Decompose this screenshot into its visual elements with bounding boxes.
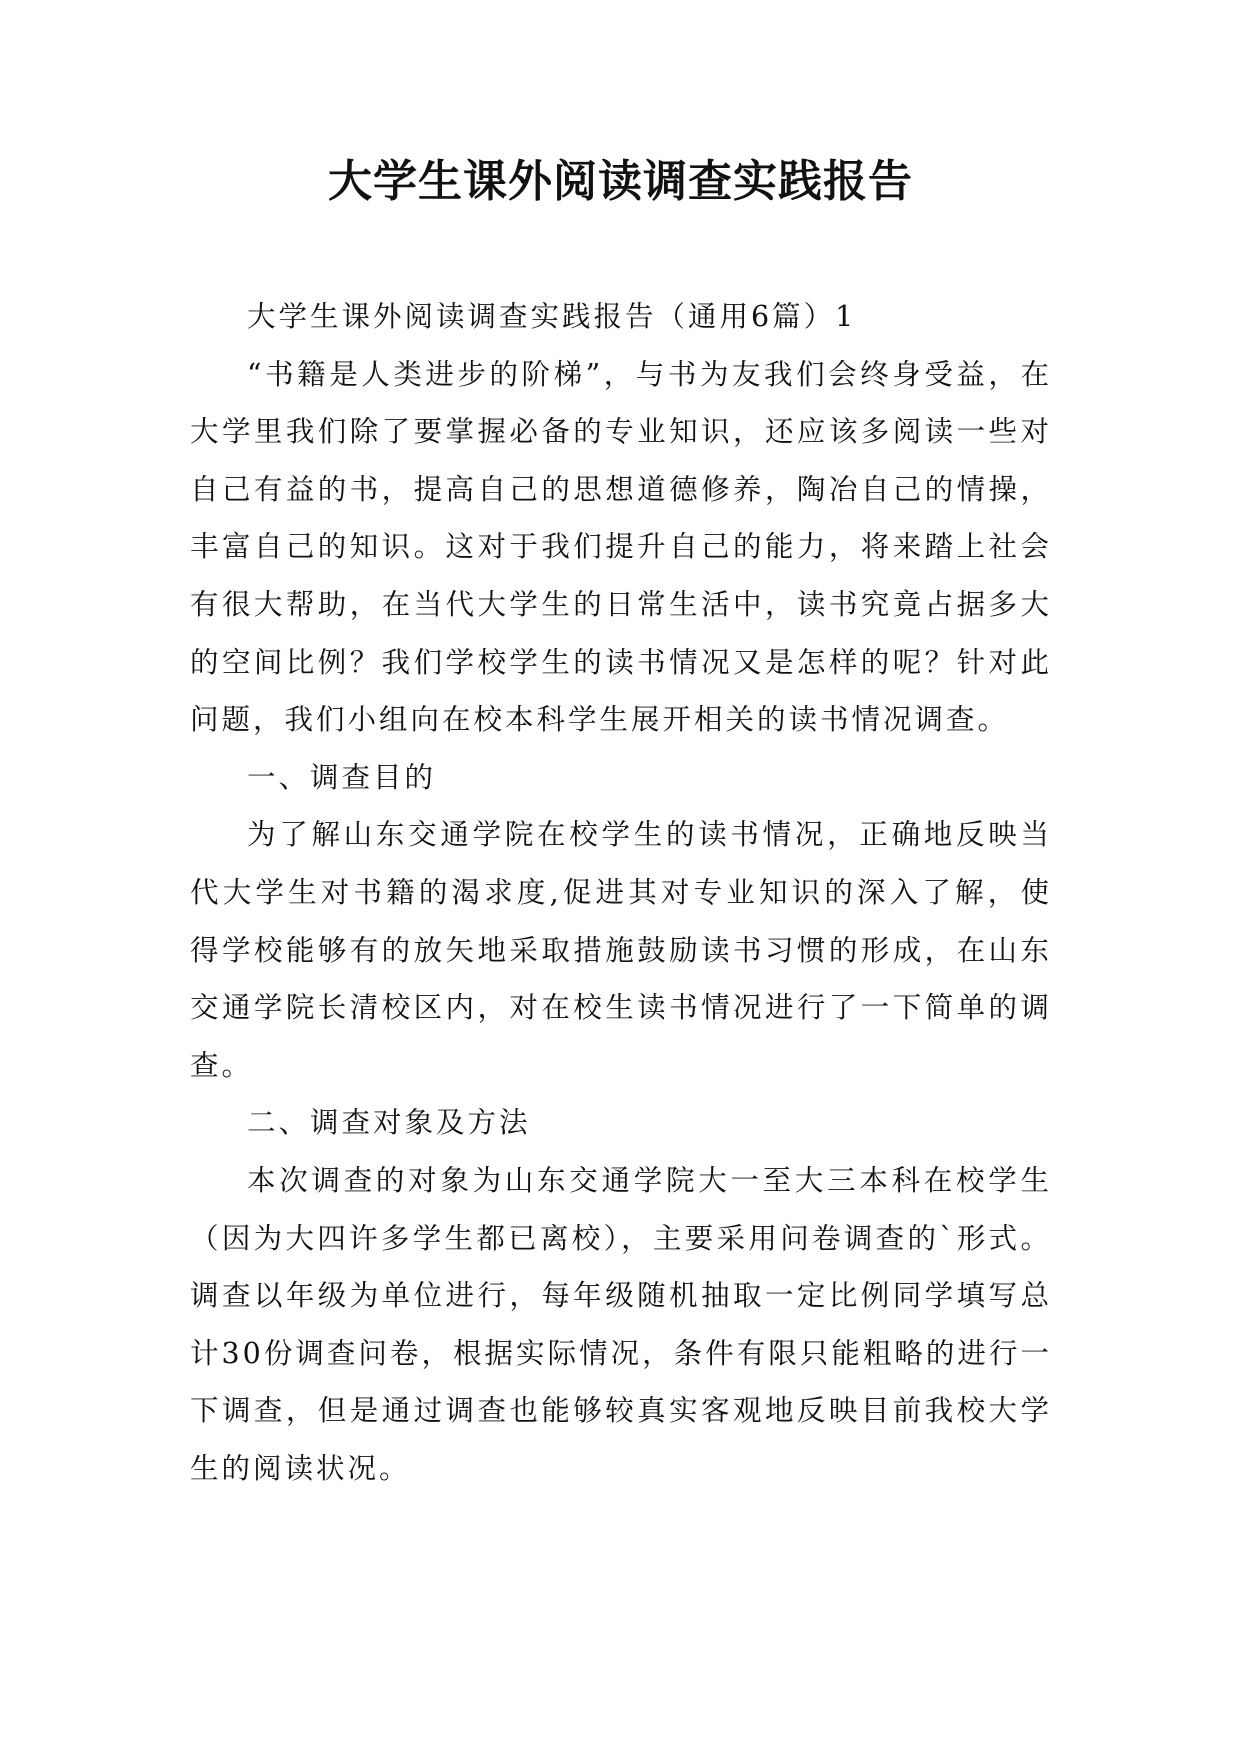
paragraph-intro: “书籍是人类进步的阶梯”，与书为友我们会终身受益，在大学里我们除了要掌握必备的专业知识，还应该多阅读一些对自己有益的书，提高自己的思想道德修养，陶冶自己的情操，丰富自己的知识。这对于我们提升自己的能力，将来踏上社会有很大帮助，在当代大学生的日常生活中，读书究竟占据多大的空间比例？我们学校学生的读书情况又是怎样的呢？针对此问题，我们小组向在校本科学生展开相关的读书情况调查。 bbox=[190, 357, 1052, 737]
paragraph-purpose: 为了解山东交通学院在校学生的读书情况，正确地反映当代大学生对书籍的渴求度,促进其对专业知识的深入了解，使得学校能够有的放矢地采取措施鼓励读书习惯的形成，在山东交通学院长清校区内，对在校生读书情况进行了一下简单的调查。 bbox=[190, 818, 1052, 1082]
document-title: 大学生课外阅读调查实践报告 bbox=[328, 156, 913, 207]
paragraph-subtitle: 大学生课外阅读调查实践报告（通用6篇）1 bbox=[247, 300, 857, 333]
section-heading-purpose: 一、调查目的 bbox=[247, 760, 437, 794]
paragraph-method: 本次调查的对象为山东交通学院大一至大三本科在校学生（因为大四许多学生都已离校），主要采用问卷调查的`形式。调查以年级为单位进行，每年级随机抽取一定比例同学填写总计30份调查问卷，根据实际情况，条件有限只能粗略的进行一下调查，但是通过调查也能够较真实客观地反映目前我校大学生的阅读状况。 bbox=[190, 1163, 1052, 1485]
section-heading-method: 二、调查对象及方法 bbox=[247, 1106, 531, 1140]
document-body bbox=[190, 288, 1052, 1497]
